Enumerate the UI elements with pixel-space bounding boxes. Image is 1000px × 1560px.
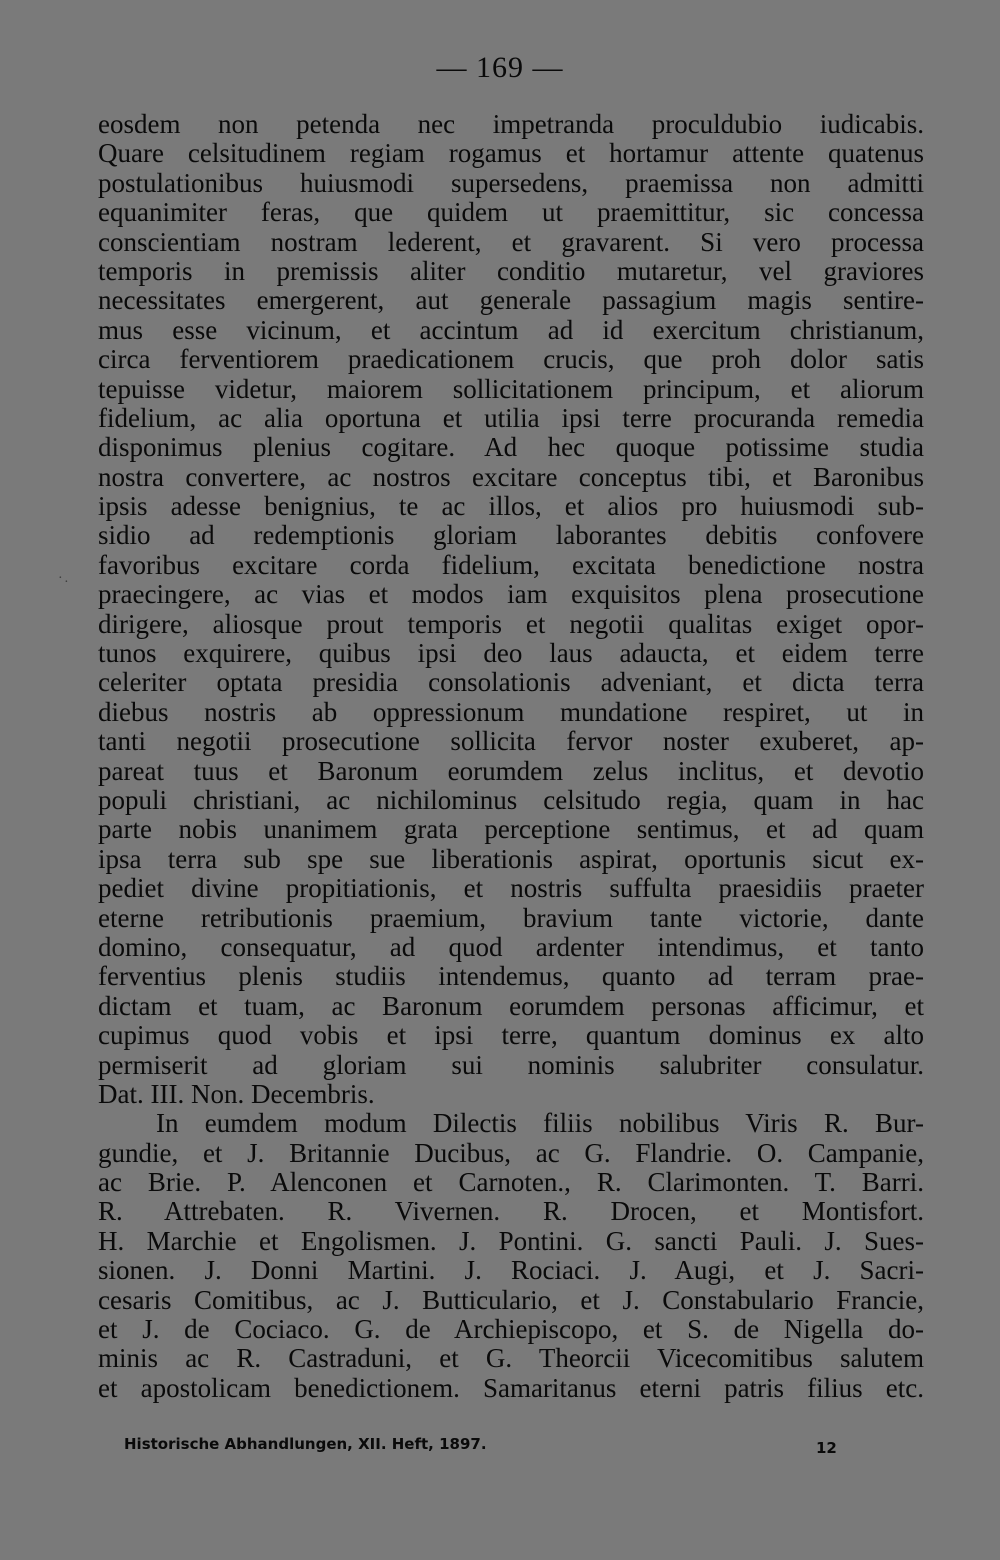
text-line: et J. de Cociaco. G. de Archiepiscopo, et S. de Nigella do- bbox=[98, 1314, 924, 1345]
page-number: — 169 — bbox=[436, 51, 564, 84]
text-line: pediet divine propitiationis, et nostris suffulta praesidiis praeter bbox=[98, 873, 924, 904]
text-line: tanti negotii prosecutione sollicita fervor noster exuberet, ap- bbox=[98, 726, 924, 757]
page-footer bbox=[124, 1432, 844, 1466]
text-line: ac Brie. P. Alenconen et Carnoten., R. Clarimonten. T. Barri. bbox=[98, 1167, 924, 1198]
text-line: populi christiani, ac nichilominus celsitudo regia, quam in hac bbox=[98, 784, 924, 815]
text-line: nostra convertere, ac nostros excitare conceptus tibi, et Baronibus bbox=[98, 461, 924, 492]
signature-mark: 12 bbox=[816, 1439, 837, 1457]
text-line: tunos exquirere, quibus ipsi deo laus adaucta, et eidem terre bbox=[98, 638, 924, 669]
text-line: circa ferventiorem praedicationem crucis, que proh dolor satis bbox=[98, 344, 924, 375]
text-line: Quare celsitudinem regiam rogamus et hortamur attente quatenus bbox=[98, 138, 924, 169]
margin-mark: ·. bbox=[58, 571, 71, 586]
text-line: cupimus quod vobis et ipsi terre, quantum dominus ex alto bbox=[98, 1020, 924, 1051]
text-line: tepuisse videtur, maiorem sollicitationem principum, et aliorum bbox=[98, 373, 924, 404]
text-line: R. Attrebaten. R. Vivernen. R. Drocen, et Montisfort. bbox=[98, 1196, 924, 1227]
text-line: H. Marchie et Engolismen. J. Pontini. G. sancti Pauli. J. Sues- bbox=[98, 1225, 924, 1256]
text-line: gundie, et J. Britannie Ducibus, ac G. Flandrie. O. Campanie, bbox=[98, 1137, 924, 1168]
text-line: disponimus plenius cogitare. Ad hec quoque potissime studia bbox=[98, 432, 924, 463]
text-line: cesaris Comitibus, ac J. Butticulario, et J. Constabulario Francie, bbox=[98, 1284, 924, 1315]
text-line: equanimiter feras, que quidem ut praemittitur, sic concessa bbox=[98, 197, 924, 228]
text-line: parte nobis unanimem grata perceptione sentimus, et ad quam bbox=[98, 814, 924, 845]
text-line: dirigere, aliosque prout temporis et negotii qualitas exiget opor- bbox=[98, 608, 924, 639]
text-line: ipsa terra sub spe sue liberationis aspirat, oportunis sicut ex- bbox=[98, 843, 924, 874]
text-line-paragraph-start: In eumdem modum Dilectis filiis nobilibus Viris R. Bur- bbox=[156, 1108, 924, 1139]
text-line: permiserit ad gloriam sui nominis salubriter consulatur. bbox=[98, 1049, 924, 1080]
text-line: sionen. J. Donni Martini. J. Rociaci. J. Augi, et J. Sacri- bbox=[98, 1255, 924, 1286]
text-line: eterne retributionis praemium, bravium tante victorie, dante bbox=[98, 902, 924, 933]
text-line: favoribus excitare corda fidelium, excitata benedictione nostra bbox=[98, 549, 924, 580]
text-line: mus esse vicinum, et accintum ad id exercitum christianum, bbox=[98, 314, 924, 345]
text-line: pareat tuus et Baronum eorumdem zelus inclitus, et devotio bbox=[98, 755, 924, 786]
text-line: eosdem non petenda nec impetranda proculdubio iudicabis. bbox=[98, 109, 924, 139]
text-line: fidelium, ac alia oportuna et utilia ipsi terre procuranda remedia bbox=[98, 402, 924, 433]
text-line: et apostolicam benedictionem. Samaritanus eterni patris filius etc. bbox=[98, 1372, 924, 1403]
text-line: celeriter optata presidia consolationis adveniant, et dicta terra bbox=[98, 667, 924, 698]
text-line: sidio ad redemptionis gloriam laborantes debitis confovere bbox=[98, 520, 924, 551]
text-line: diebus nostris ab oppressionum mundatione respiret, ut in bbox=[98, 696, 924, 727]
text-line: necessitates emergerent, aut generale passagium magis sentire- bbox=[98, 285, 924, 316]
text-line: ferventius plenis studiis intendemus, quanto ad terram prae- bbox=[98, 961, 924, 992]
footer-note: Historische Abhandlungen, XII. Heft, 1897. bbox=[124, 1435, 487, 1453]
text-line: conscientiam nostram lederent, et gravarent. Si vero processa bbox=[98, 226, 924, 257]
text-line: temporis in premissis aliter conditio mutaretur, vel graviores bbox=[98, 255, 924, 286]
text-line: dictam et tuam, ac Baronum eorumdem personas afficimur, et bbox=[98, 990, 924, 1021]
text-line: minis ac R. Castraduni, et G. Theorcii Vicecomitibus salutem bbox=[98, 1343, 924, 1374]
text-line-date: Dat. III. Non. Decembris. bbox=[98, 1078, 375, 1109]
text-line: postulationibus huiusmodi supersedens, praemissa non admitti bbox=[98, 167, 924, 198]
body-text bbox=[98, 110, 924, 1403]
text-line: ipsis adesse benignius, te ac illos, et alios pro huiusmodi sub- bbox=[98, 491, 924, 522]
text-line: praecingere, ac vias et modos iam exquisitos plena prosecutione bbox=[98, 579, 924, 610]
text-line: domino, consequatur, ad quod ardenter intendimus, et tanto bbox=[98, 931, 924, 962]
